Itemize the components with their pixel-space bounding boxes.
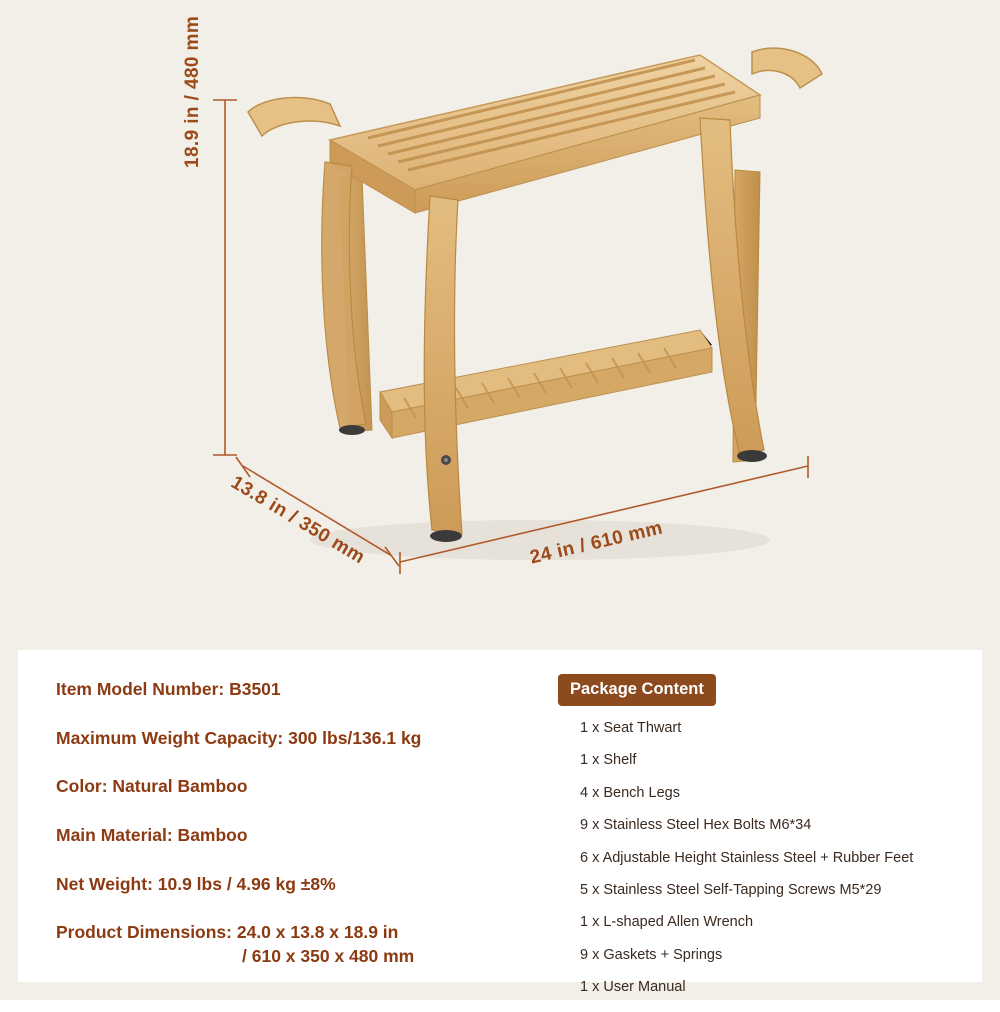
spec-max-weight-capacity: Maximum Weight Capacity: 300 lbs/136.1 kg xyxy=(56,727,422,748)
spec-product-dimensions-line1: Product Dimensions: 24.0 x 13.8 x 18.9 in xyxy=(56,922,399,943)
list-item: 1 x User Manual xyxy=(580,979,686,996)
list-item: 1 x Shelf xyxy=(580,752,637,769)
specifications-list xyxy=(56,678,536,993)
list-item: 9 x Stainless Steel Hex Bolts M6*34 xyxy=(580,817,812,834)
package-content-list xyxy=(558,720,968,997)
spec-main-material: Main Material: Bamboo xyxy=(56,824,248,845)
spec-product-dimensions-line2: / 610 x 350 x 480 mm xyxy=(242,945,415,966)
spec-net-weight: Net Weight: 10.9 lbs / 4.96 kg ±8% xyxy=(56,873,336,894)
list-item: 5 x Stainless Steel Self-Tapping Screws M5*29 xyxy=(580,881,882,898)
package-content-title: Package Content xyxy=(558,674,716,706)
spec-item-model-number: Item Model Number: B3501 xyxy=(56,679,281,699)
dimension-depth-label: 13.8 in / 350 mm xyxy=(227,472,369,569)
dimension-height-label: 18.9 in / 480 mm xyxy=(182,15,203,168)
spec-product-dimensions xyxy=(56,921,536,968)
info-panel xyxy=(18,650,982,996)
list-item: 6 x Adjustable Height Stainless Steel + Rubber Feet xyxy=(580,849,914,866)
package-content-section xyxy=(558,674,968,1012)
list-item: 1 x L-shaped Allen Wrench xyxy=(580,914,754,931)
list-item: 9 x Gaskets + Springs xyxy=(580,946,723,963)
dimension-width-label: 24 in / 610 mm xyxy=(528,517,665,569)
list-item: 4 x Bench Legs xyxy=(580,784,680,801)
spec-color: Color: Natural Bamboo xyxy=(56,776,248,797)
list-item: 1 x Seat Thwart xyxy=(580,720,682,736)
